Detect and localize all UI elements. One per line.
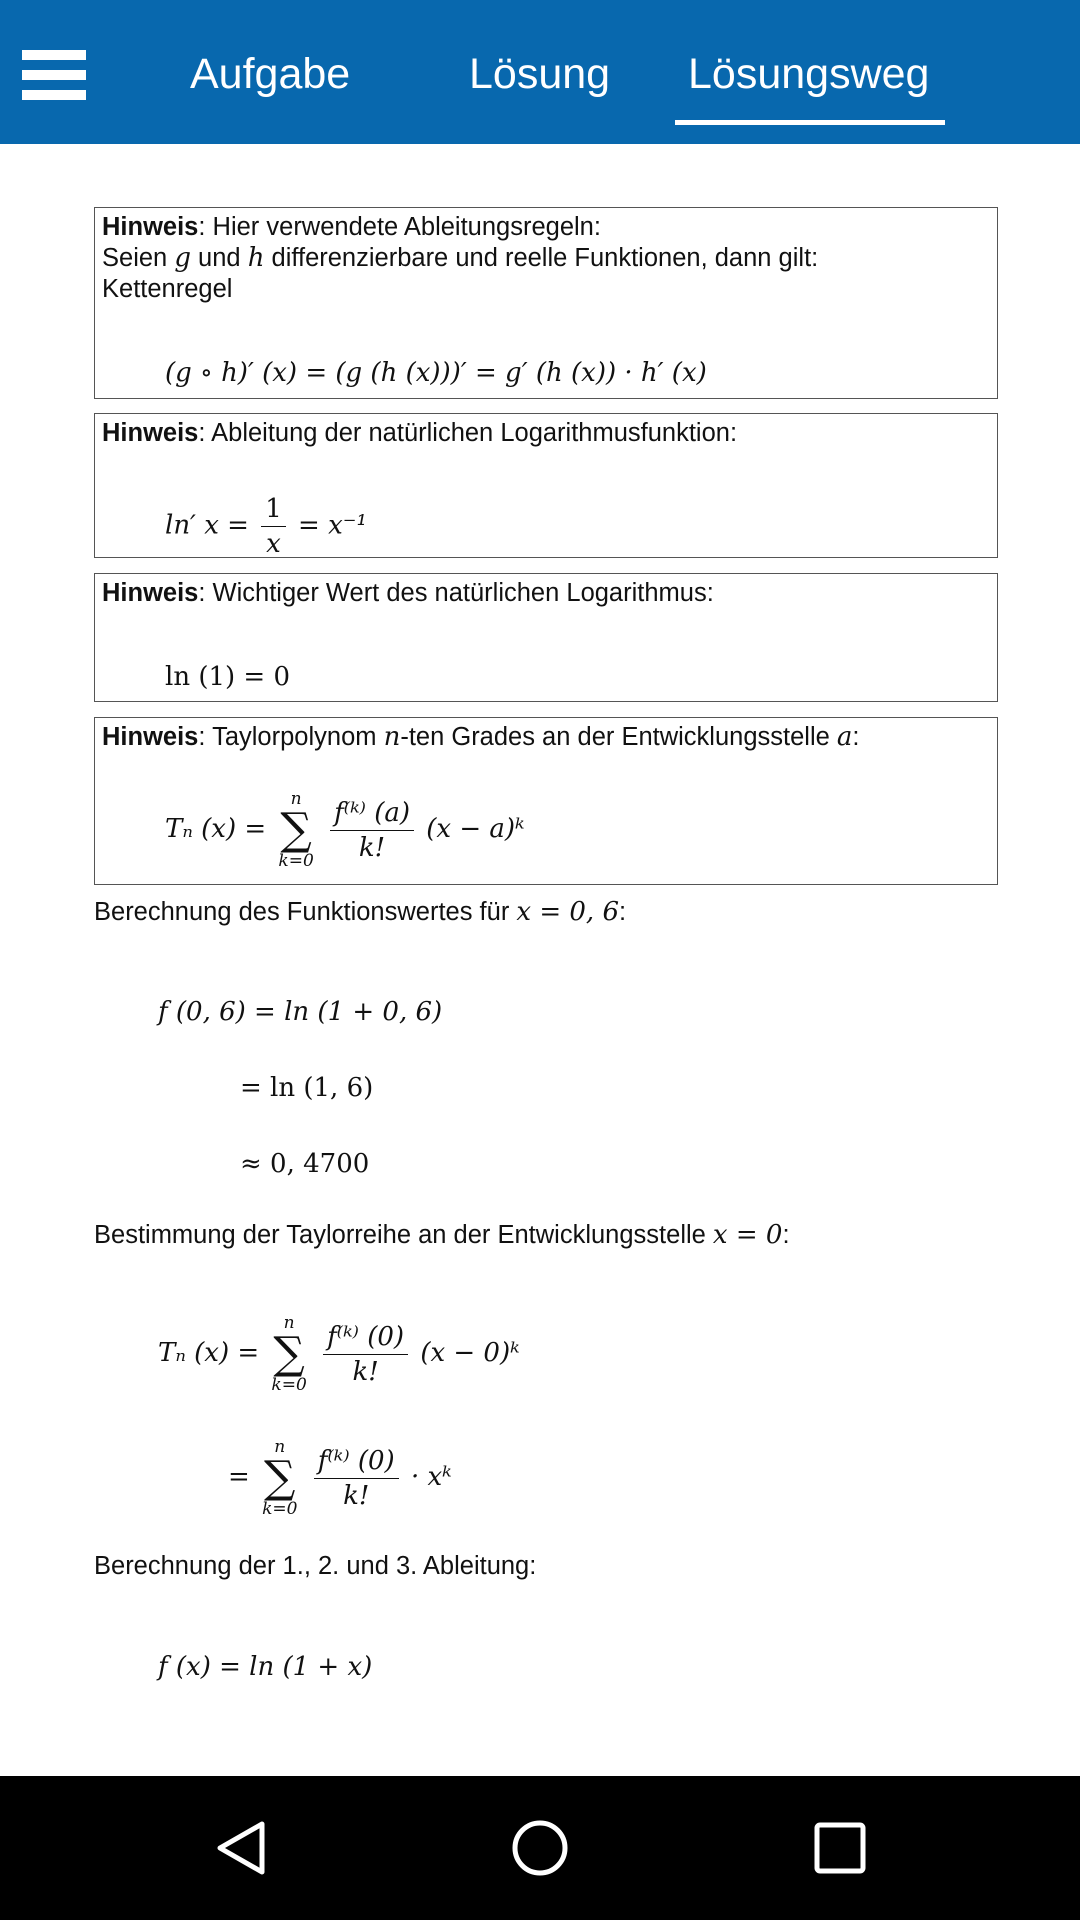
paragraph-text: Berechnung des Funktionswertes für <box>94 898 517 926</box>
paragraph-text: : <box>619 898 627 926</box>
hint-line: : Ableitung der natürlichen Logarithmusfunktion: <box>198 419 738 447</box>
formula-line: f (x) = ln (1 + x) <box>158 1652 373 1682</box>
tab-aufgabe[interactable]: Aufgabe <box>190 50 351 98</box>
back-icon[interactable] <box>160 1776 320 1920</box>
hint-line: Kettenregel <box>102 275 233 303</box>
formula-line: = ln (1, 6) <box>240 1073 374 1103</box>
hint-box-chain-rule <box>94 207 998 399</box>
paragraph-text: : <box>782 1221 790 1249</box>
fraction <box>330 798 414 863</box>
hint-title: Hinweis <box>102 419 199 447</box>
math-part: Tₙ (x) = <box>165 814 267 844</box>
numerator: f⁽ᵏ⁾ (a) <box>330 798 414 831</box>
sum-lower: k=0 <box>278 851 314 871</box>
formula-chain-rule: (g ∘ h)′ (x) = (g (h (x)))′ = g′ (h (x)) · h′ (x) <box>165 358 707 388</box>
math-var: h <box>247 243 265 273</box>
solution-content[interactable] <box>0 144 1080 1776</box>
numerator: 1 <box>261 494 286 527</box>
math-part: · xᵏ <box>410 1462 452 1492</box>
math-part: = <box>228 1462 250 1492</box>
hint-title: Hinweis <box>102 213 199 241</box>
sum-upper: n <box>290 789 302 809</box>
sigma-symbol: ∑ <box>273 1328 305 1379</box>
hint-line: und <box>190 244 248 272</box>
hint-text <box>102 418 737 449</box>
hint-text <box>102 212 818 305</box>
formula-ln-derivative <box>165 494 367 559</box>
math-part: (x − 0)ᵏ <box>420 1338 520 1368</box>
math-part: Tₙ (x) = <box>158 1338 260 1368</box>
numerator: f⁽ᵏ⁾ (0) <box>314 1446 399 1479</box>
section-derivatives: Berechnung der 1., 2. und 3. Ableitung: <box>94 1552 537 1580</box>
tab-loesung[interactable]: Lösung <box>469 50 611 98</box>
math-part: (x − a)ᵏ <box>426 814 525 844</box>
tab-loesungsweg[interactable]: Lösungsweg <box>688 50 930 98</box>
hint-line: Seien <box>102 244 175 272</box>
home-icon[interactable] <box>460 1776 620 1920</box>
hint-line: -ten Grades an der Entwicklungsstelle <box>400 723 837 751</box>
section-function-value <box>94 897 626 927</box>
sum-lower: k=0 <box>271 1375 307 1395</box>
math-inline: x = 0 <box>712 1220 783 1250</box>
summation <box>278 790 313 870</box>
formula-taylor-line2 <box>228 1438 452 1518</box>
fraction <box>314 1446 399 1511</box>
hint-text <box>102 722 860 753</box>
app-bar <box>0 0 1080 144</box>
formula-line: ≈ 0, 4700 <box>240 1149 370 1179</box>
hint-title: Hinweis <box>102 723 199 751</box>
hint-box-taylor <box>94 717 998 885</box>
fraction <box>323 1322 408 1387</box>
hint-text <box>102 578 714 609</box>
hint-line: differenzierbare und reelle Funktionen, dann gilt: <box>264 244 819 272</box>
formula-ln-one: ln (1) = 0 <box>165 662 291 692</box>
hint-line: : <box>852 723 860 751</box>
formula-taylor-polynomial <box>165 790 525 870</box>
hint-line: : Wichtiger Wert des natürlichen Logarithmus: <box>198 579 714 607</box>
sum-lower: k=0 <box>262 1499 298 1519</box>
hint-title: Hinweis <box>102 579 199 607</box>
summation <box>262 1438 297 1518</box>
hint-box-ln-derivative <box>94 413 998 558</box>
math-part: = x⁻¹ <box>298 510 367 541</box>
denominator: x <box>266 529 281 559</box>
math-var: n <box>383 722 401 752</box>
hint-line: : Taylorpolynom <box>198 723 384 751</box>
sum-upper: n <box>274 1437 286 1457</box>
sigma-symbol: ∑ <box>280 804 312 855</box>
hint-line: : Hier verwendete Ableitungsregeln: <box>198 213 601 241</box>
hamburger-menu-icon[interactable] <box>22 50 86 100</box>
formula-line: f (0, 6) = ln (1 + 0, 6) <box>158 997 443 1027</box>
hint-box-ln-value <box>94 573 998 702</box>
math-part: ln′ x = <box>165 510 249 541</box>
section-taylor-series <box>94 1220 790 1250</box>
system-navigation-bar <box>0 1776 1080 1920</box>
sum-upper: n <box>283 1313 295 1333</box>
denominator: k! <box>343 1480 370 1511</box>
paragraph-text: Bestimmung der Taylorreihe an der Entwicklungsstelle <box>94 1221 713 1249</box>
denominator: k! <box>352 1356 379 1387</box>
math-var: a <box>836 722 853 752</box>
recents-icon[interactable] <box>760 1776 920 1920</box>
active-tab-indicator <box>675 120 945 125</box>
math-var: g <box>174 243 191 273</box>
formula-taylor-line1 <box>158 1314 520 1394</box>
sigma-symbol: ∑ <box>264 1452 296 1503</box>
summation <box>271 1314 306 1394</box>
math-inline: x = 0, 6 <box>516 897 619 927</box>
fraction <box>261 494 286 559</box>
numerator: f⁽ᵏ⁾ (0) <box>323 1322 408 1355</box>
denominator: k! <box>358 832 386 863</box>
